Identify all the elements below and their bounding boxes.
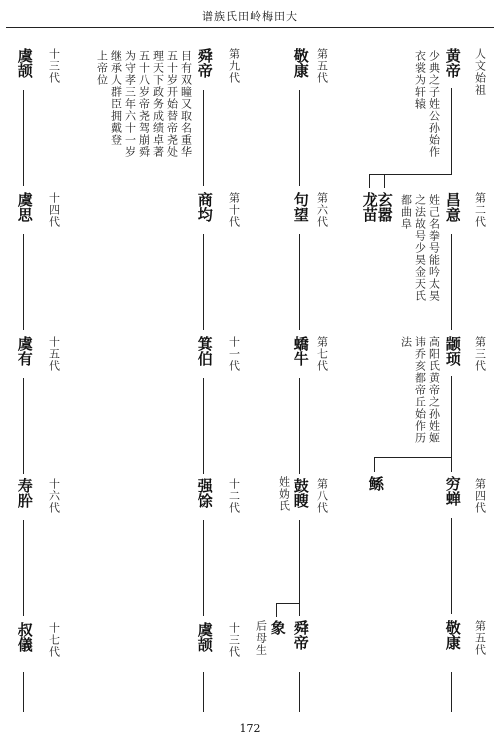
- lineage-line: [203, 378, 204, 474]
- ancestor-note: 为守孝三年六十一岁: [123, 50, 137, 158]
- generation-label: 十一代: [227, 336, 241, 372]
- branch-name: 龙苗: [360, 192, 379, 222]
- ancestor-note: 高阳氏黄帝之孙姓姬: [427, 336, 441, 444]
- branch-line: [276, 603, 277, 617]
- lineage-line: [203, 672, 204, 712]
- ancestor-name: 鼓瞍: [291, 478, 310, 508]
- ancestor-name: 强馀: [195, 478, 214, 508]
- lineage-line: [299, 90, 300, 186]
- lineage-line: [451, 518, 452, 614]
- ancestor-note: 法: [399, 336, 413, 348]
- ancestor-name: 敬康: [443, 620, 462, 650]
- lineage-line: [299, 378, 300, 474]
- generation-label: 十五代: [47, 336, 61, 372]
- ancestor-name: 虞有: [15, 336, 34, 366]
- branch-line: [369, 174, 452, 175]
- ancestor-name: 穷蝉: [443, 476, 462, 506]
- generation-label: 十三代: [227, 622, 241, 658]
- ancestor-name: 舜帝: [291, 620, 310, 650]
- generation-label: 人文始祖: [473, 48, 487, 96]
- page-number: 172: [239, 722, 261, 735]
- lineage-line: [23, 672, 24, 712]
- ancestor-note: 讳乔亥都帝丘始作历: [413, 336, 427, 444]
- ancestor-name: 寿肸: [15, 478, 34, 508]
- lineage-line: [451, 88, 452, 174]
- ancestor-name: 虞思: [15, 192, 34, 222]
- generation-label: 十三代: [47, 48, 61, 84]
- ancestor-note: 上帝位: [95, 50, 109, 86]
- generation-label: 十六代: [47, 478, 61, 514]
- branch-line: [384, 174, 385, 188]
- generation-label: 第五代: [473, 620, 487, 656]
- header-rule: [6, 27, 494, 28]
- ancestor-name: 虞颉: [195, 622, 214, 652]
- lineage-line: [451, 672, 452, 712]
- generation-label: 第二代: [473, 192, 487, 228]
- lineage-line: [451, 234, 452, 330]
- lineage-line: [299, 520, 300, 616]
- ancestor-name: 蟜牛: [291, 336, 310, 366]
- generation-label: 十七代: [47, 622, 61, 658]
- ancestor-note: 五十八岁帝尧驾崩舜: [137, 50, 151, 158]
- lineage-line: [23, 378, 24, 474]
- ancestor-note: 少典之子姓公孙始作: [427, 50, 441, 158]
- ancestor-name: 昌意: [443, 192, 462, 222]
- generation-label: 第六代: [315, 192, 329, 228]
- generation-label: 第三代: [473, 336, 487, 372]
- generation-label: 第九代: [227, 48, 241, 84]
- ancestor-note: 继承人群臣拥戴登: [109, 50, 123, 146]
- ancestor-note: 姓己名拳号能吟太昊: [427, 194, 441, 302]
- generation-label: 十二代: [227, 478, 241, 514]
- ancestor-name: 颛顼: [443, 336, 462, 366]
- branch-note: 后母生: [254, 620, 268, 656]
- ancestor-name: 虞颉: [15, 48, 34, 78]
- branch-name: 玄嚣: [375, 192, 394, 222]
- branch-line: [374, 457, 452, 458]
- ancestor-note: 理天下政务成绩卓著: [151, 50, 165, 158]
- branch-line: [374, 457, 375, 472]
- generation-label: 第四代: [473, 478, 487, 514]
- branch-name: 象: [268, 620, 287, 635]
- ancestor-name: 叔儀: [15, 622, 34, 652]
- ancestor-note: 姓妫氏: [277, 476, 291, 512]
- branch-line: [276, 603, 300, 604]
- generation-label: 第十代: [227, 192, 241, 228]
- branch-name: 鲧: [366, 476, 385, 491]
- ancestor-note: 五十岁开始替帝尧处: [165, 50, 179, 158]
- generation-label: 十四代: [47, 192, 61, 228]
- lineage-line: [203, 234, 204, 330]
- ancestor-name: 商均: [195, 192, 214, 222]
- ancestor-note: 目有双瞳又取名重华: [179, 50, 193, 158]
- ancestor-name: 黄帝: [443, 48, 462, 78]
- lineage-line: [203, 90, 204, 186]
- ancestor-name: 句望: [291, 192, 310, 222]
- ancestor-note: 衣裳为轩辕: [413, 50, 427, 110]
- generation-label: 第五代: [315, 48, 329, 84]
- generation-label: 第八代: [315, 478, 329, 514]
- ancestor-name: 舜帝: [195, 48, 214, 78]
- lineage-line: [23, 234, 24, 330]
- page-header: 谱族氏田岭梅田大: [202, 10, 298, 23]
- lineage-line: [203, 520, 204, 616]
- lineage-line: [299, 672, 300, 712]
- ancestor-name: 箕伯: [195, 336, 214, 366]
- generation-label: 第七代: [315, 336, 329, 372]
- lineage-line: [23, 520, 24, 616]
- ancestor-note: 都曲阜: [399, 194, 413, 230]
- ancestor-name: 敬康: [291, 48, 310, 78]
- branch-line: [369, 174, 370, 188]
- lineage-line: [299, 234, 300, 330]
- ancestor-note: 之法故号少昊金天氏: [413, 194, 427, 302]
- lineage-line: [23, 90, 24, 186]
